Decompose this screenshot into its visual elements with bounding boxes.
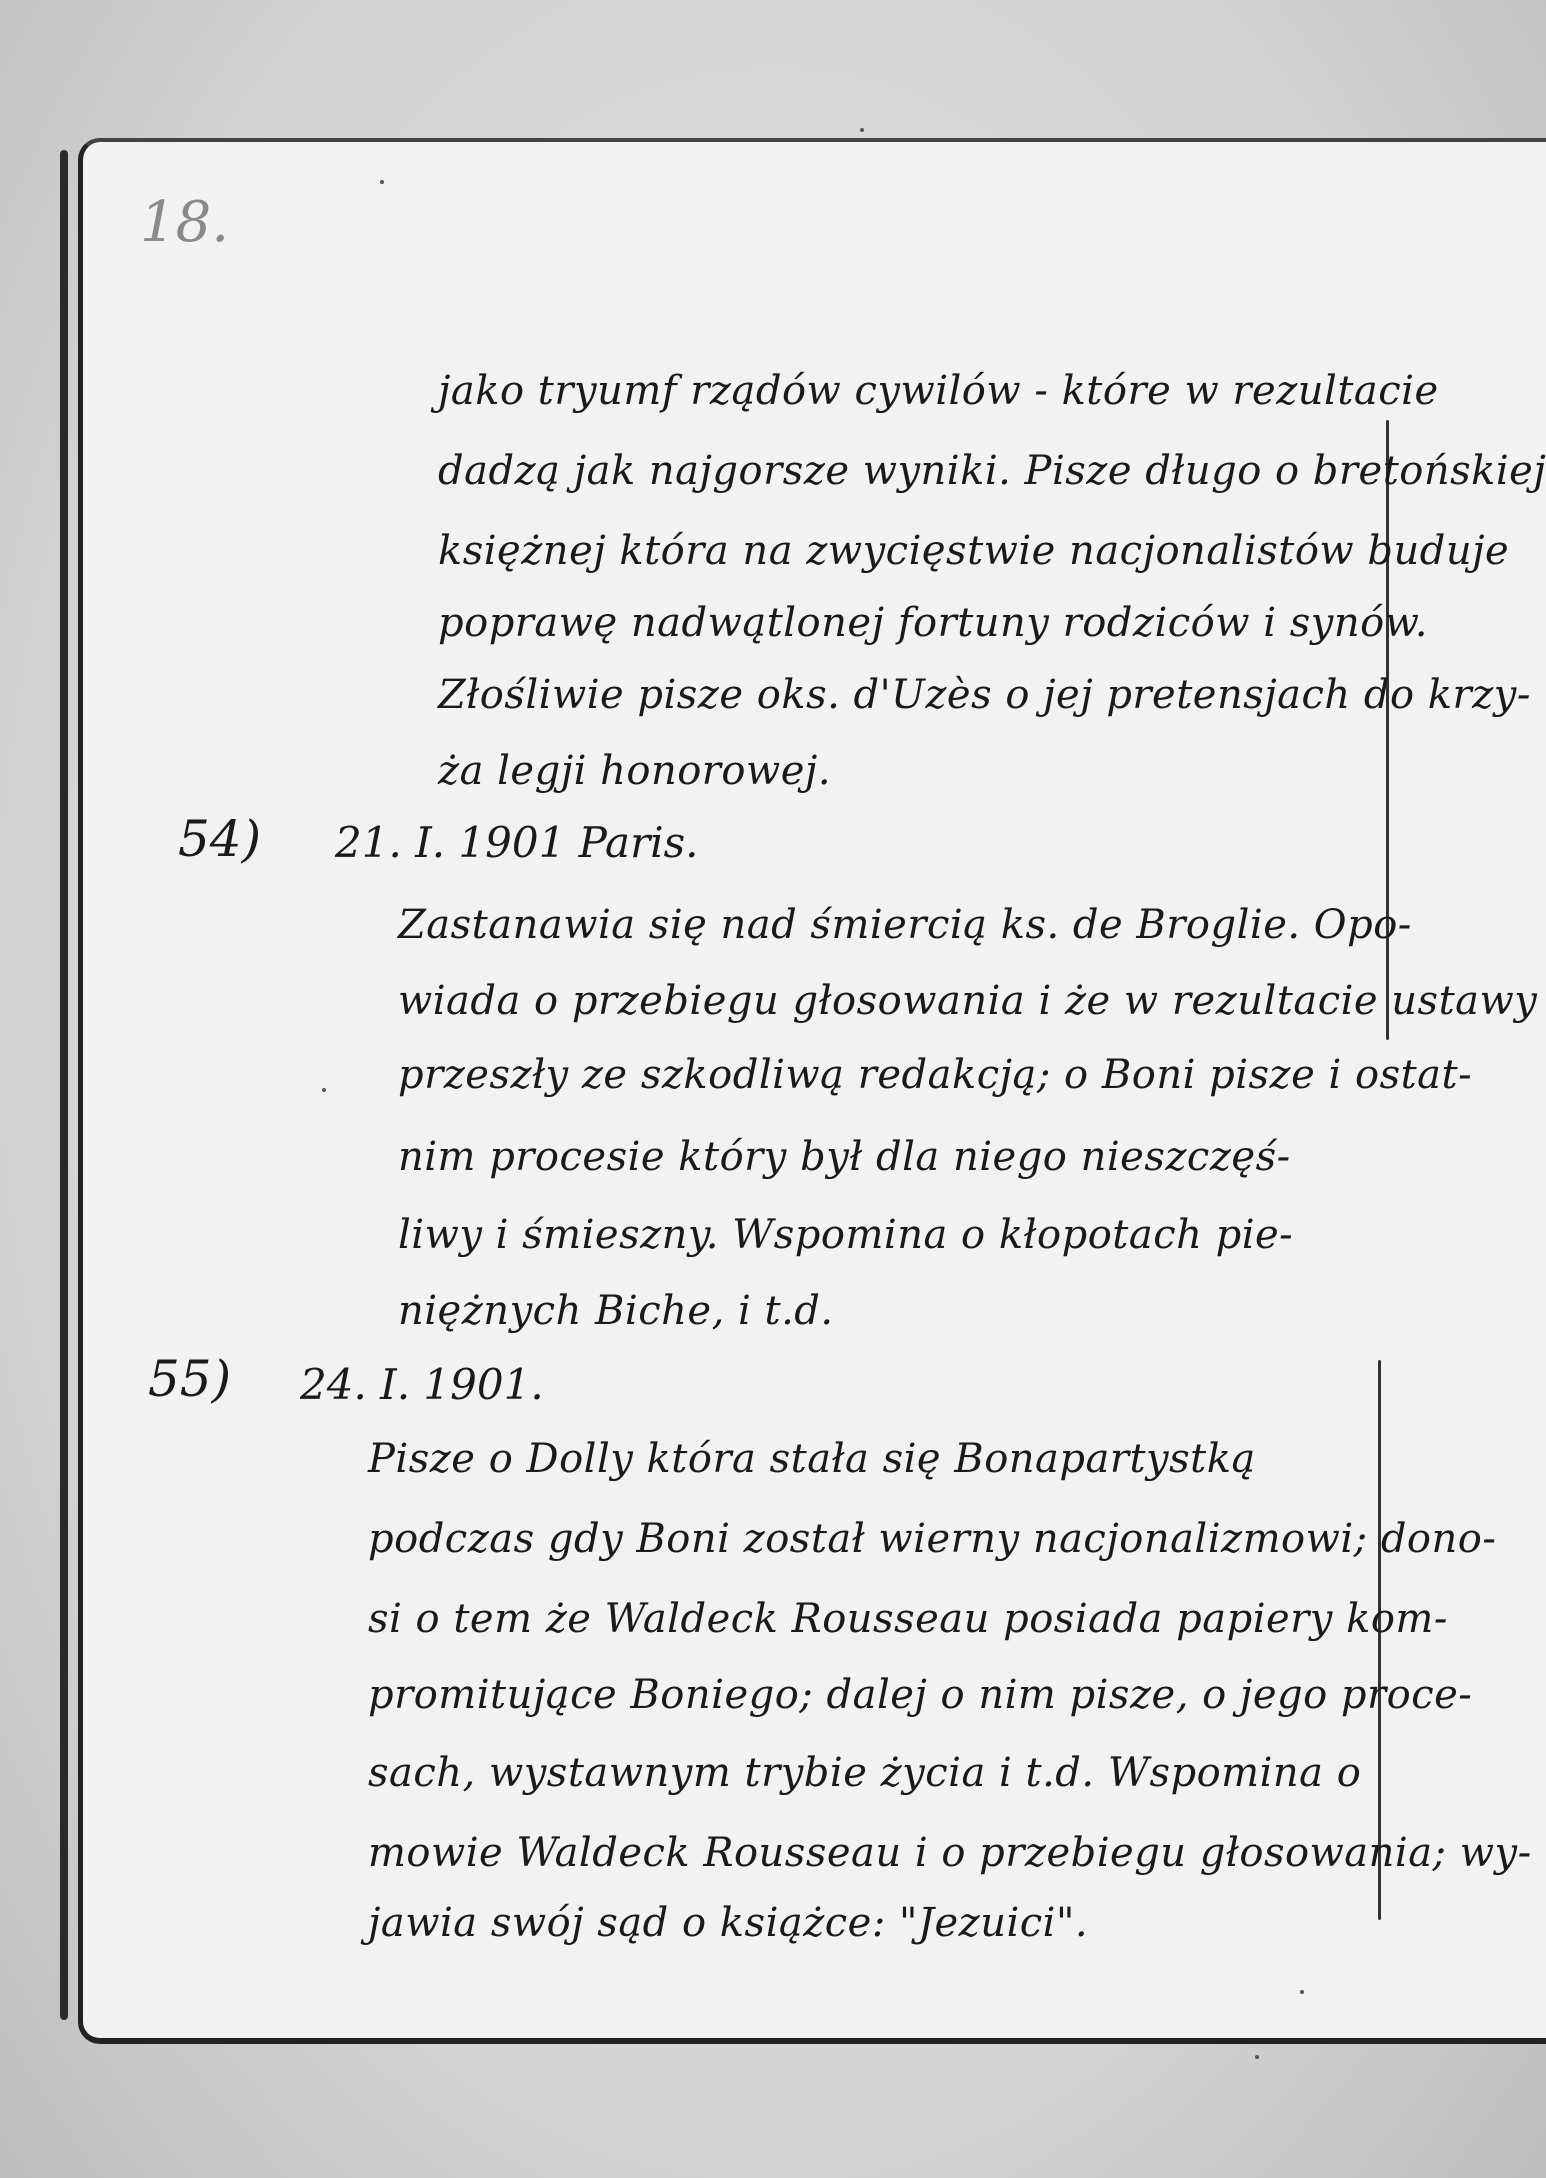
text-line: podczas gdy Boni został wierny nacjonalizmowi; dono- (368, 1516, 1497, 1562)
text-line: dadzą jak najgorsze wyniki. Pisze długo o bretońskiej (438, 448, 1546, 494)
notebook-spine-edge (60, 150, 68, 2020)
text-line: mowie Waldeck Rousseau i o przebiegu głosowania; wy- (368, 1830, 1532, 1876)
text-line: si o tem że Waldeck Rousseau posiada papiery kom- (368, 1596, 1448, 1642)
entry-number: 54) (178, 810, 262, 868)
text-line: przeszły ze szkodliwą redakcją; o Boni pisze i ostat- (398, 1052, 1473, 1098)
text-line: jako tryumf rządów cywilów - które w rezultacie (438, 368, 1439, 414)
text-line: promitujące Boniego; dalej o nim pisze, o jego proce- (368, 1672, 1473, 1718)
entry-date: 24. I. 1901. (300, 1360, 544, 1409)
entry-number: 55) (148, 1350, 232, 1408)
text-line: jawia swój sąd o książce: "Jezuici". (368, 1900, 1089, 1946)
text-line: Zastanawia się nad śmiercią ks. de Broglie. Opo- (398, 902, 1412, 948)
text-line: niężnych Biche, i t.d. (398, 1288, 834, 1334)
text-line: wiada o przebiegu głosowania i że w rezultacie ustawy (398, 978, 1538, 1024)
text-line: nim procesie który był dla niego nieszczęś- (398, 1134, 1291, 1180)
text-line: księżnej która na zwycięstwie nacjonalistów buduje (438, 528, 1510, 574)
page-number: 18. (140, 190, 230, 255)
entry-date: 21. I. 1901 Paris. (335, 818, 699, 867)
text-line: Złośliwie pisze oks. d'Uzès o jej pretensjach do krzy- (438, 672, 1531, 718)
text-line: poprawę nadwątlonej fortuny rodziców i synów. (438, 600, 1428, 646)
text-line: ża legji honorowej. (438, 748, 832, 794)
text-line: liwy i śmieszny. Wspomina o kłopotach pie- (398, 1212, 1294, 1258)
text-line: Pisze o Dolly która stała się Bonapartystką (368, 1436, 1256, 1482)
text-line: sach, wystawnym trybie życia i t.d. Wspomina o (368, 1750, 1362, 1796)
